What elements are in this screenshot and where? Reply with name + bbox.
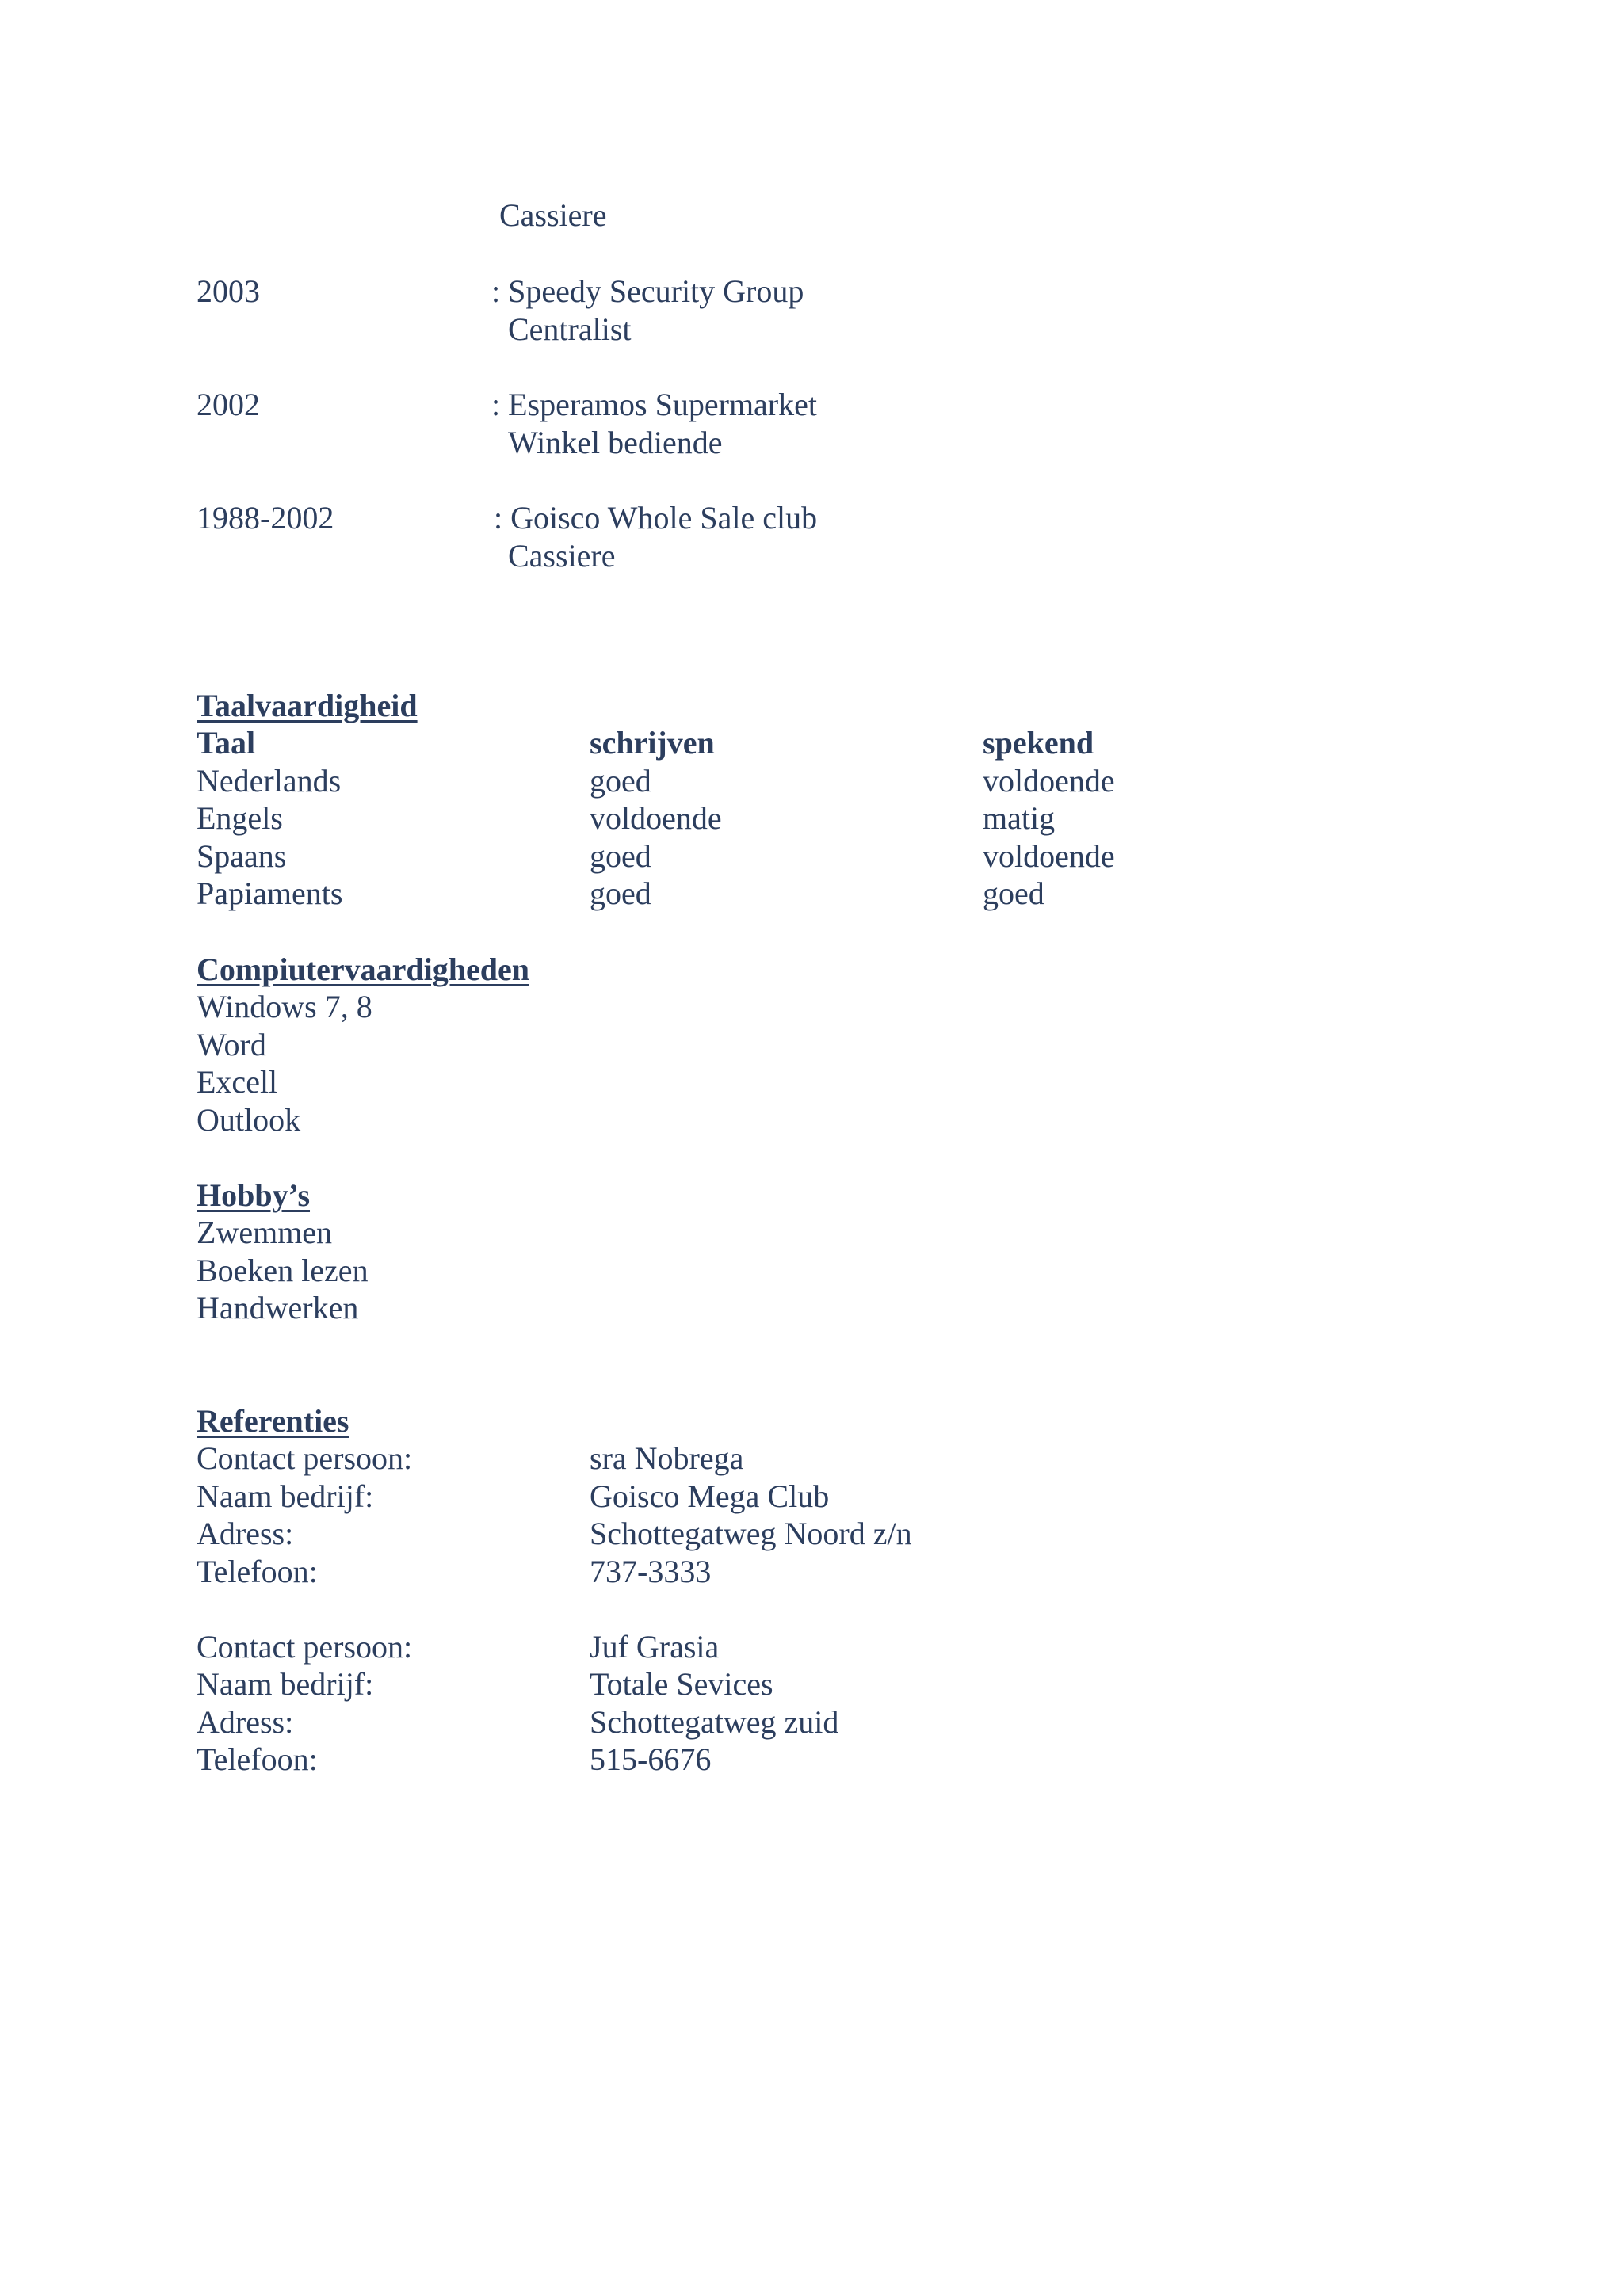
languages-heading: Taalvaardigheid: [197, 688, 418, 723]
job-employer: : Speedy Security Group: [491, 273, 804, 309]
job-role: Winkel bediende: [508, 425, 723, 460]
hobby-item: Zwemmen: [197, 1215, 333, 1250]
hobby-item: Boeken lezen: [197, 1253, 369, 1288]
hobby-item: Handwerken: [197, 1290, 359, 1325]
reference-value: Goisco Mega Club: [590, 1478, 830, 1514]
language-name: Nederlands: [197, 763, 342, 799]
language-writing-level: goed: [590, 763, 651, 799]
languages-column-header: schrijven: [590, 725, 715, 761]
reference-value: Schottegatweg Noord z/n: [590, 1516, 912, 1551]
job-title-top: Cassiere: [499, 197, 607, 233]
language-writing-level: goed: [590, 838, 651, 874]
reference-label: Contact persoon:: [197, 1629, 413, 1665]
reference-label: Contact persoon:: [197, 1440, 413, 1476]
job-period: 2003: [197, 273, 260, 309]
reference-label: Telefoon:: [197, 1741, 318, 1777]
reference-label: Naam bedrijf:: [197, 1478, 374, 1514]
job-period: 2002: [197, 387, 260, 422]
reference-value: 515-6676: [590, 1741, 712, 1777]
computer-skill-item: Word: [197, 1027, 266, 1062]
job-employer: : Goisco Whole Sale club: [494, 500, 818, 536]
reference-label: Telefoon:: [197, 1554, 318, 1589]
reference-value: Totale Sevices: [590, 1666, 773, 1702]
computer-skill-item: Windows 7, 8: [197, 989, 372, 1024]
languages-column-header: Taal: [197, 725, 256, 761]
computer-skills-heading: Compiutervaardigheden: [197, 952, 529, 987]
job-period: 1988-2002: [197, 500, 334, 536]
language-name: Engels: [197, 800, 283, 836]
reference-label: Adress:: [197, 1516, 294, 1551]
reference-value: Juf Grasia: [590, 1629, 720, 1665]
job-employer: : Esperamos Supermarket: [491, 387, 817, 422]
reference-value: 737-3333: [590, 1554, 712, 1589]
computer-skill-item: Excell: [197, 1064, 278, 1100]
job-role: Centralist: [508, 311, 632, 347]
reference-value: Schottegatweg zuid: [590, 1704, 839, 1740]
languages-column-header: spekend: [983, 725, 1094, 761]
language-speaking-level: voldoende: [983, 838, 1115, 874]
hobbies-heading: Hobby’s: [197, 1177, 311, 1213]
language-speaking-level: matig: [983, 800, 1056, 836]
language-writing-level: goed: [590, 875, 651, 911]
reference-label: Naam bedrijf:: [197, 1666, 374, 1702]
language-name: Spaans: [197, 838, 287, 874]
computer-skill-item: Outlook: [197, 1102, 301, 1138]
job-role: Cassiere: [508, 538, 616, 574]
reference-label: Adress:: [197, 1704, 294, 1740]
reference-value: sra Nobrega: [590, 1440, 744, 1476]
language-speaking-level: voldoende: [983, 763, 1115, 799]
language-speaking-level: goed: [983, 875, 1044, 911]
language-name: Papiaments: [197, 875, 343, 911]
references-heading: Referenties: [197, 1403, 349, 1439]
language-writing-level: voldoende: [590, 800, 722, 836]
